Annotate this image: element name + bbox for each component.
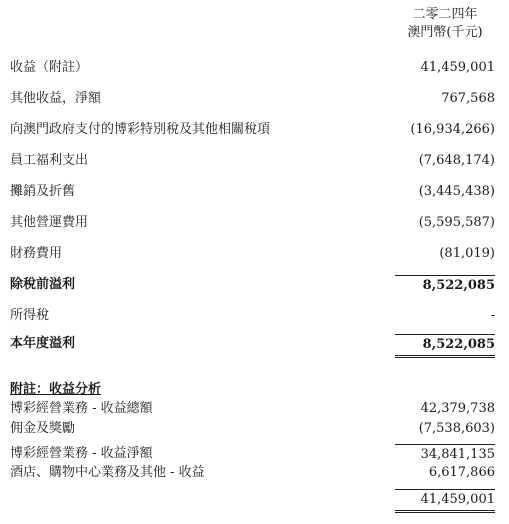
- row-label: 收益（附註）: [10, 60, 89, 75]
- statement-row-revenue: [10, 58, 495, 78]
- statement-row-profit-before-tax: [10, 275, 495, 295]
- column-header-unit: 澳門幣(千元): [407, 25, 483, 40]
- row-label: 佣金及獎勵: [10, 421, 76, 436]
- row-value: 8,522,085: [395, 275, 495, 296]
- statement-row-income-tax: [10, 306, 495, 326]
- row-value: 42,379,738: [420, 401, 495, 416]
- row-value: 767,568: [441, 91, 495, 106]
- row-label: 除稅前溢利: [10, 277, 76, 292]
- row-label: 財務費用: [10, 246, 63, 261]
- note-row-net-gaming-revenue: [10, 444, 495, 464]
- statement-row-finance-costs: [10, 244, 495, 264]
- row-value: 41,459,001: [420, 60, 495, 75]
- statement-row-amortisation: [10, 182, 495, 202]
- row-label: 其他營運費用: [10, 215, 89, 230]
- column-header: [395, 6, 495, 42]
- row-label: 博彩經營業務 - 收益淨額: [10, 446, 153, 461]
- statement-row-employee-benefits: [10, 151, 495, 171]
- row-label: 所得稅: [10, 308, 50, 323]
- column-header-year: 二零二四年: [412, 7, 478, 22]
- note-title: 附註：收益分析: [10, 382, 102, 397]
- statement-row-other-expenses: [10, 213, 495, 233]
- row-value: 34,841,135: [395, 444, 495, 465]
- row-label: 向澳門政府支付的博彩特別稅及其他相關稅項: [10, 122, 271, 137]
- row-label: 本年度溢利: [10, 336, 76, 351]
- row-value: (7,648,174): [418, 153, 495, 168]
- note-row-hotel-retail-revenue: [10, 463, 495, 483]
- statement-row-profit-for-year: [10, 334, 495, 354]
- note-row-total: [10, 489, 495, 509]
- row-label: 其他收益，淨額: [10, 91, 102, 106]
- row-value: 41,459,001: [395, 489, 495, 513]
- row-value: (5,595,587): [418, 215, 495, 230]
- row-value: -: [490, 308, 495, 323]
- row-value: (3,445,438): [418, 184, 495, 199]
- statement-row-other-income: [10, 89, 495, 109]
- note-row-gross-gaming-revenue: [10, 399, 495, 419]
- row-label: 員工福利支出: [10, 153, 89, 168]
- row-value: (81,019): [439, 246, 495, 261]
- statement-row-gaming-tax: [10, 120, 495, 140]
- note-row-commissions: [10, 419, 495, 439]
- row-value: 8,522,085: [395, 334, 495, 358]
- row-label: 博彩經營業務 - 收益總額: [10, 401, 153, 416]
- row-value: 6,617,866: [428, 465, 495, 480]
- row-value: (16,934,266): [410, 122, 495, 137]
- row-label: 酒店、購物中心業務及其他 - 收益: [10, 465, 205, 480]
- row-value: (7,538,603): [418, 421, 495, 436]
- row-label: 攤銷及折舊: [10, 184, 76, 199]
